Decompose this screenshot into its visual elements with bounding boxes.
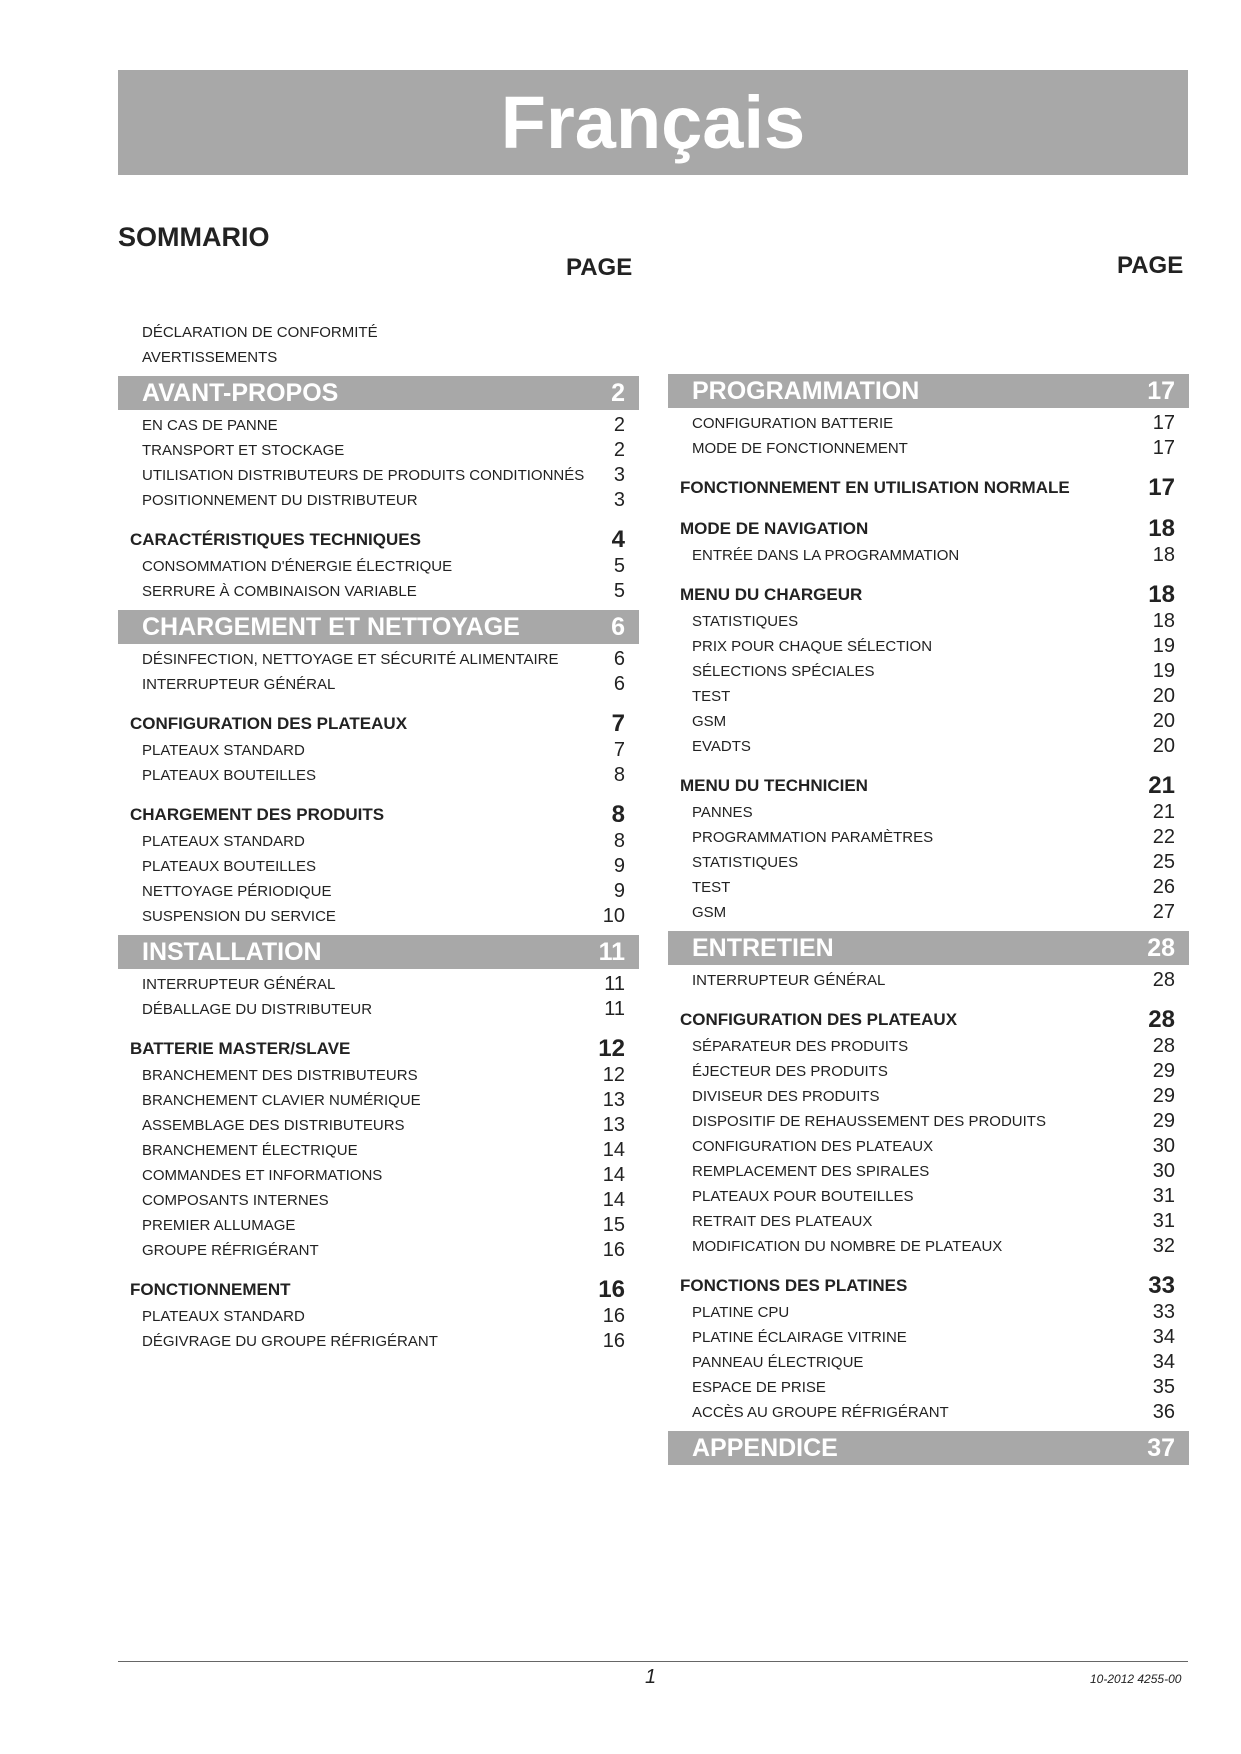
heading-title: CONFIGURATION DES PLATEAUX [130, 714, 408, 733]
toc-entry[interactable] [118, 647, 639, 672]
toc-heading[interactable] [668, 1272, 1189, 1300]
entry-title: PLATEAUX POUR BOUTEILLES [692, 1188, 914, 1205]
toc-entry[interactable] [118, 1063, 639, 1088]
entry-title: DÉSINFECTION, NETTOYAGE ET SÉCURITÉ ALIMENTAIRE [142, 651, 559, 668]
entry-page-number: 25 [1152, 851, 1175, 873]
entry-title: BRANCHEMENT CLAVIER NUMÉRIQUE [142, 1092, 421, 1109]
entry-page-number: 36 [1152, 1401, 1175, 1423]
toc-heading[interactable] [668, 1006, 1189, 1034]
entry-title: STATISTIQUES [692, 854, 799, 871]
entry-page-number: 28 [1152, 1035, 1175, 1057]
toc-entry[interactable] [668, 1109, 1189, 1134]
entry-title: ESPACE DE PRISE [692, 1379, 826, 1396]
footer-divider [118, 1661, 1188, 1662]
section-bar[interactable] [118, 935, 639, 969]
entry-title: GROUPE RÉFRIGÉRANT [142, 1242, 319, 1259]
toc-entry[interactable] [118, 554, 639, 579]
toc-left-column [118, 376, 639, 1354]
heading-title: FONCTIONS DES PLATINES [680, 1276, 908, 1295]
toc-entry[interactable] [668, 1034, 1189, 1059]
heading-page-number: 33 [1148, 1272, 1175, 1299]
toc-entry[interactable] [118, 738, 639, 763]
toc-entry[interactable] [118, 672, 639, 697]
toc-entry[interactable] [668, 1350, 1189, 1375]
toc-entry[interactable] [118, 1238, 639, 1263]
entry-title: GSM [692, 713, 727, 730]
toc-heading[interactable] [668, 515, 1189, 543]
entry-page-number: 6 [613, 673, 625, 695]
section-title: INSTALLATION [142, 938, 322, 966]
toc-entry[interactable] [118, 854, 639, 879]
toc-heading[interactable] [118, 526, 639, 554]
entry-page-number: 19 [1152, 635, 1175, 657]
entry-page-number: 11 [604, 998, 625, 1020]
toc-entry[interactable] [668, 1375, 1189, 1400]
toc-entry[interactable] [668, 1209, 1189, 1234]
section-title: APPENDICE [692, 1434, 838, 1462]
page-column-label-right: PAGE [1117, 252, 1184, 279]
entry-page-number: 31 [1152, 1210, 1175, 1232]
entry-page-number: 13 [602, 1114, 625, 1136]
toc-entry[interactable] [668, 800, 1189, 825]
entry-title: DISPOSITIF DE REHAUSSEMENT DES PRODUITS [692, 1113, 1046, 1130]
section-title: AVANT-PROPOS [142, 379, 339, 407]
toc-entry[interactable] [668, 411, 1189, 436]
entry-title: PANNES [692, 804, 753, 821]
entry-page-number: 18 [1152, 544, 1175, 566]
entry-page-number: 2 [613, 414, 625, 436]
toc-heading[interactable] [668, 772, 1189, 800]
entry-title: SÉLECTIONS SPÉCIALES [692, 663, 875, 680]
toc-entry[interactable] [118, 1213, 639, 1238]
entry-page-number: 13 [602, 1089, 625, 1111]
entry-title: SUSPENSION DU SERVICE [142, 908, 336, 925]
entry-page-number: 31 [1152, 1185, 1175, 1207]
entry-page-number: 8 [613, 830, 625, 852]
entry-title: GSM [692, 904, 727, 921]
entry-title: PREMIER ALLUMAGE [142, 1217, 296, 1234]
section-bar[interactable] [668, 374, 1189, 408]
entry-title: INTERRUPTEUR GÉNÉRAL [692, 972, 886, 989]
heading-title: MODE DE NAVIGATION [680, 519, 869, 538]
entry-page-number: 28 [1152, 969, 1175, 991]
section-page-number: 17 [1147, 377, 1175, 405]
entry-page-number: 14 [602, 1139, 625, 1161]
entry-title: INTERRUPTEUR GÉNÉRAL [142, 976, 336, 993]
entry-title: DÉBALLAGE DU DISTRIBUTEUR [142, 1001, 373, 1018]
section-title: PROGRAMMATION [692, 377, 920, 405]
entry-page-number: 29 [1152, 1110, 1175, 1132]
toc-entry[interactable] [668, 436, 1189, 461]
toc-entry[interactable] [118, 1163, 639, 1188]
banner-title: Français [500, 81, 806, 164]
footer-page-number: 1 [645, 1666, 657, 1688]
entry-page-number: 9 [613, 855, 625, 877]
pre-item: DÉCLARATION DE CONFORMITÉ [142, 324, 378, 341]
section-bar[interactable] [118, 376, 639, 410]
heading-page-number: 17 [1148, 474, 1175, 501]
entry-title: PLATEAUX STANDARD [142, 1308, 305, 1325]
toc-heading[interactable] [668, 474, 1189, 502]
section-title: ENTRETIEN [692, 934, 834, 962]
entry-title: ENTRÉE DANS LA PROGRAMMATION [692, 547, 960, 564]
entry-page-number: 7 [613, 739, 625, 761]
toc-entry[interactable] [668, 609, 1189, 634]
section-page-number: 2 [611, 379, 625, 407]
entry-title: TEST [692, 688, 731, 705]
entry-page-number: 3 [613, 489, 625, 511]
heading-page-number: 18 [1148, 581, 1175, 608]
toc-entry[interactable] [668, 1400, 1189, 1425]
entry-title: EVADTS [692, 738, 751, 755]
toc-entry[interactable] [118, 1304, 639, 1329]
entry-page-number: 5 [613, 555, 625, 577]
entry-page-number: 30 [1152, 1135, 1175, 1157]
entry-title: COMPOSANTS INTERNES [142, 1192, 329, 1209]
toc-entry[interactable] [668, 684, 1189, 709]
language-banner [118, 70, 1188, 175]
entry-title: PLATINE CPU [692, 1304, 790, 1321]
toc-entry[interactable] [668, 1159, 1189, 1184]
section-page-number: 28 [1147, 934, 1175, 962]
section-title: CHARGEMENT ET NETTOYAGE [142, 613, 520, 641]
entry-page-number: 18 [1152, 610, 1175, 632]
toc-entry[interactable] [668, 968, 1189, 993]
entry-title: PROGRAMMATION PARAMÈTRES [692, 829, 934, 846]
toc-entry[interactable] [118, 972, 639, 997]
page-column-label-left: PAGE [566, 254, 633, 281]
entry-page-number: 2 [613, 439, 625, 461]
heading-title: MENU DU CHARGEUR [680, 585, 863, 604]
entry-title: ACCÈS AU GROUPE RÉFRIGÉRANT [692, 1404, 949, 1421]
toc-entry[interactable] [668, 659, 1189, 684]
entry-title: BRANCHEMENT ÉLECTRIQUE [142, 1142, 358, 1159]
entry-title: DÉGIVRAGE DU GROUPE RÉFRIGÉRANT [142, 1333, 438, 1350]
footer-document-code: 10-2012 4255-00 [1090, 1672, 1182, 1686]
toc-entry[interactable] [668, 900, 1189, 925]
heading-page-number: 8 [611, 801, 625, 828]
toc-entry[interactable] [668, 709, 1189, 734]
toc-entry[interactable] [668, 543, 1189, 568]
entry-title: SERRURE À COMBINAISON VARIABLE [142, 583, 417, 600]
toc-entry[interactable] [118, 829, 639, 854]
toc-heading[interactable] [118, 1035, 639, 1063]
heading-page-number: 4 [611, 526, 625, 553]
entry-page-number: 8 [613, 764, 625, 786]
entry-page-number: 20 [1152, 710, 1175, 732]
heading-page-number: 16 [598, 1276, 625, 1303]
toc-heading[interactable] [668, 581, 1189, 609]
entry-title: PRIX POUR CHAQUE SÉLECTION [692, 638, 933, 655]
toc-entry[interactable] [118, 1188, 639, 1213]
entry-page-number: 5 [613, 580, 625, 602]
entry-page-number: 15 [602, 1214, 625, 1236]
entry-title: PLATEAUX BOUTEILLES [142, 767, 316, 784]
heading-title: CARACTÉRISTIQUES TECHNIQUES [130, 530, 421, 549]
entry-title: TEST [692, 879, 731, 896]
entry-title: PLATINE ÉCLAIRAGE VITRINE [692, 1329, 907, 1346]
toc-entry[interactable] [118, 879, 639, 904]
entry-page-number: 14 [602, 1164, 625, 1186]
entry-page-number: 16 [602, 1330, 625, 1352]
toc-entry[interactable] [118, 438, 639, 463]
entry-title: BRANCHEMENT DES DISTRIBUTEURS [142, 1067, 418, 1084]
preliminary-items [142, 320, 378, 370]
section-bar[interactable] [668, 1431, 1189, 1465]
entry-page-number: 9 [613, 880, 625, 902]
toc-entry[interactable] [668, 634, 1189, 659]
heading-page-number: 12 [598, 1035, 625, 1062]
heading-title: FONCTIONNEMENT [130, 1280, 291, 1299]
heading-title: CONFIGURATION DES PLATEAUX [680, 1010, 958, 1029]
entry-title: PLATEAUX STANDARD [142, 833, 305, 850]
entry-page-number: 6 [613, 648, 625, 670]
toc-heading[interactable] [118, 801, 639, 829]
section-page-number: 37 [1147, 1434, 1175, 1462]
entry-title: COMMANDES ET INFORMATIONS [142, 1167, 383, 1184]
entry-page-number: 11 [604, 973, 625, 995]
entry-title: UTILISATION DISTRIBUTEURS DE PRODUITS CONDITIONNÉS [142, 467, 585, 484]
entry-page-number: 26 [1152, 876, 1175, 898]
section-bar[interactable] [668, 931, 1189, 965]
entry-title: SÉPARATEUR DES PRODUITS [692, 1038, 909, 1055]
toc-heading[interactable] [118, 710, 639, 738]
entry-title: PLATEAUX STANDARD [142, 742, 305, 759]
toc-entry[interactable] [118, 463, 639, 488]
entry-page-number: 17 [1152, 437, 1175, 459]
entry-title: CONFIGURATION DES PLATEAUX [692, 1138, 934, 1155]
toc-entry[interactable] [118, 488, 639, 513]
entry-page-number: 32 [1152, 1235, 1175, 1257]
entry-title: MODE DE FONCTIONNEMENT [692, 440, 908, 457]
toc-entry[interactable] [668, 1084, 1189, 1109]
toc-entry[interactable] [118, 1088, 639, 1113]
summary-title: SOMMARIO [118, 222, 270, 252]
toc-entry[interactable] [118, 997, 639, 1022]
section-page-number: 11 [598, 938, 625, 966]
toc-entry[interactable] [668, 734, 1189, 759]
toc-entry[interactable] [668, 850, 1189, 875]
entry-page-number: 30 [1152, 1160, 1175, 1182]
entry-page-number: 27 [1152, 901, 1175, 923]
toc-entry[interactable] [668, 1234, 1189, 1259]
heading-title: FONCTIONNEMENT EN UTILISATION NORMALE [680, 478, 1070, 497]
entry-title: CONSOMMATION D'ÉNERGIE ÉLECTRIQUE [142, 558, 453, 575]
toc-entry[interactable] [118, 763, 639, 788]
entry-page-number: 20 [1152, 735, 1175, 757]
toc-entry[interactable] [118, 413, 639, 438]
toc-entry[interactable] [118, 579, 639, 604]
section-bar[interactable] [118, 610, 639, 644]
entry-page-number: 16 [602, 1305, 625, 1327]
entry-title: STATISTIQUES [692, 613, 799, 630]
entry-title: PANNEAU ÉLECTRIQUE [692, 1354, 864, 1371]
entry-page-number: 20 [1152, 685, 1175, 707]
entry-page-number: 14 [602, 1189, 625, 1211]
toc-entry[interactable] [668, 1300, 1189, 1325]
heading-title: CHARGEMENT DES PRODUITS [130, 805, 385, 824]
entry-title: PLATEAUX BOUTEILLES [142, 858, 316, 875]
toc-right-column [668, 374, 1189, 1468]
entry-page-number: 17 [1152, 412, 1175, 434]
entry-page-number: 34 [1152, 1351, 1175, 1373]
entry-title: POSITIONNEMENT DU DISTRIBUTEUR [142, 492, 418, 509]
heading-title: MENU DU TECHNICIEN [680, 776, 868, 795]
entry-title: MODIFICATION DU NOMBRE DE PLATEAUX [692, 1238, 1003, 1255]
entry-page-number: 29 [1152, 1085, 1175, 1107]
entry-page-number: 16 [602, 1239, 625, 1261]
entry-title: REMPLACEMENT DES SPIRALES [692, 1163, 930, 1180]
entry-title: INTERRUPTEUR GÉNÉRAL [142, 676, 336, 693]
toc-entry[interactable] [668, 1059, 1189, 1084]
entry-title: ASSEMBLAGE DES DISTRIBUTEURS [142, 1117, 405, 1134]
entry-page-number: 35 [1152, 1376, 1175, 1398]
toc-entry[interactable] [118, 1113, 639, 1138]
entry-title: CONFIGURATION BATTERIE [692, 415, 894, 432]
heading-title: BATTERIE MASTER/SLAVE [130, 1039, 351, 1058]
toc-entry[interactable] [668, 1184, 1189, 1209]
entry-page-number: 29 [1152, 1060, 1175, 1082]
entry-title: NETTOYAGE PÉRIODIQUE [142, 883, 332, 900]
entry-title: DIVISEUR DES PRODUITS [692, 1088, 880, 1105]
toc-entry[interactable] [118, 1138, 639, 1163]
toc-entry[interactable] [118, 1329, 639, 1354]
entry-page-number: 10 [602, 905, 625, 927]
entry-page-number: 34 [1152, 1326, 1175, 1348]
pre-item: AVERTISSEMENTS [142, 349, 278, 366]
entry-page-number: 21 [1152, 801, 1175, 823]
toc-entry[interactable] [668, 825, 1189, 850]
heading-page-number: 18 [1148, 515, 1175, 542]
toc-entry[interactable] [668, 1325, 1189, 1350]
entry-page-number: 33 [1152, 1301, 1175, 1323]
entry-page-number: 19 [1152, 660, 1175, 682]
entry-page-number: 22 [1152, 826, 1175, 848]
entry-title: ÉJECTEUR DES PRODUITS [692, 1063, 888, 1080]
toc-heading[interactable] [118, 1276, 639, 1304]
toc-entry[interactable] [668, 875, 1189, 900]
heading-page-number: 7 [611, 710, 625, 737]
entry-title: RETRAIT DES PLATEAUX [692, 1213, 873, 1230]
section-page-number: 6 [611, 613, 625, 641]
entry-title: TRANSPORT ET STOCKAGE [142, 442, 345, 459]
heading-page-number: 21 [1148, 772, 1175, 799]
heading-page-number: 28 [1148, 1006, 1175, 1033]
entry-title: EN CAS DE PANNE [142, 417, 278, 434]
toc-entry[interactable] [668, 1134, 1189, 1159]
entry-page-number: 12 [602, 1064, 625, 1086]
toc-entry[interactable] [118, 904, 639, 929]
entry-page-number: 3 [613, 464, 625, 486]
